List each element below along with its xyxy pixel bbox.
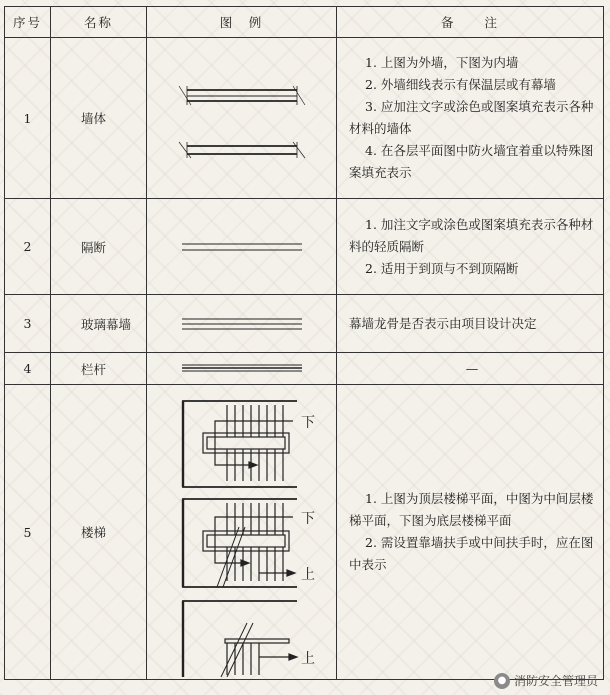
row-index: 1 <box>5 38 51 199</box>
note-line: 幕墙龙骨是否表示由项目设计决定 <box>349 315 537 331</box>
railing-figure <box>147 353 337 385</box>
header-figure: 图 例 <box>147 7 337 38</box>
header-notes: 备 注 <box>337 7 604 38</box>
table-row <box>5 295 604 353</box>
curtain-wall-figure <box>147 295 337 353</box>
stair-figure <box>147 385 337 680</box>
stair-label-down: 下 <box>301 415 315 431</box>
note-line: 2. 外墙细线表示有保温层或有幕墙 <box>365 77 556 92</box>
watermark-text: 消防安全管理员 <box>513 674 598 688</box>
table-row <box>5 353 604 385</box>
note-line: 4. 在各层平面图中防火墙宜着重以特殊图案填充表示 <box>349 143 594 180</box>
wall-figure <box>147 38 337 199</box>
table-row <box>5 199 604 295</box>
row-name: 墙体 <box>51 38 147 199</box>
watermark <box>494 672 598 689</box>
note-line: 2. 需设置靠墙扶手或中间扶手时，应在图中表示 <box>349 535 594 572</box>
legend-table <box>4 6 604 680</box>
railing-symbol-drawing <box>147 354 337 384</box>
row-name: 楼梯 <box>51 385 147 680</box>
row-notes <box>337 38 604 199</box>
row-notes <box>337 199 604 295</box>
note-line: 2. 适用于到顶与不到顶隔断 <box>365 260 519 276</box>
stair-label-up: 上 <box>301 651 315 667</box>
note-line: 3. 应加注文字或涂色或图案填充表示各种材料的墙体 <box>349 99 594 136</box>
table-row <box>5 38 604 199</box>
row-name: 栏杆 <box>51 353 147 385</box>
header-name: 名称 <box>51 7 147 38</box>
stair-label-up: 上 <box>301 567 315 583</box>
wechat-icon: ● <box>494 673 510 689</box>
stair-label-down: 下 <box>301 511 315 527</box>
row-index: 5 <box>5 385 51 680</box>
row-index: 4 <box>5 353 51 385</box>
row-name: 玻璃幕墙 <box>51 295 147 353</box>
partition-symbol-drawing <box>147 217 337 277</box>
row-notes <box>337 353 604 385</box>
header-row <box>5 7 604 38</box>
row-index: 2 <box>5 199 51 295</box>
partition-figure <box>147 199 337 295</box>
row-index: 3 <box>5 295 51 353</box>
note-line: 1. 上图为外墙，下图为内墙 <box>365 55 519 70</box>
header-index: 序号 <box>5 7 51 38</box>
table-row <box>5 385 604 680</box>
row-notes <box>337 385 604 680</box>
note-line: — <box>465 360 479 376</box>
curtain-wall-symbol-drawing <box>147 304 337 344</box>
note-line: 1. 加注文字或涂色或图案填充表示各种材料的轻质隔断 <box>349 216 594 254</box>
note-line: 1. 上图为顶层楼梯平面，中图为中间层楼梯平面，下图为底层楼梯平面 <box>349 491 594 528</box>
wall-symbol-drawing <box>147 38 337 198</box>
row-name: 隔断 <box>51 199 147 295</box>
row-notes <box>337 295 604 353</box>
